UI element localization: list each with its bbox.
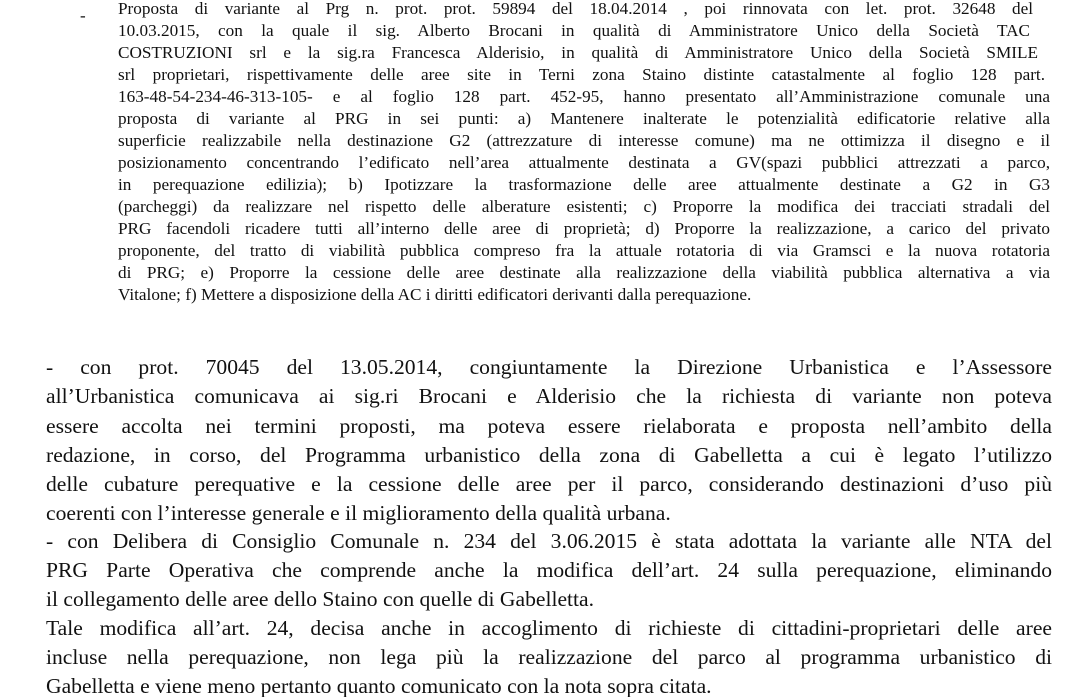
- paragraph-line: essere accolta nei termini proposti, ma poteva essere rielaborata e proposta nell’ambito della: [46, 414, 1052, 438]
- paragraph-line: di PRG; e) Proporre la cessione delle aree destinate alla realizzazione della viabilità pubblica alternativa a via: [118, 263, 1050, 282]
- paragraph-line: delle cubature perequative e la cessione delle aree per il parco, considerando destinazioni d’uso più: [46, 472, 1052, 496]
- paragraph-line: 163-48-54-234-46-313-105- e al foglio 128 part. 452-95, hanno presentato all’Amministrazione comunale una: [118, 87, 1050, 106]
- paragraph-line: 10.03.2015, con la quale il sig. Alberto Brocani in qualità di Amministratore Unico della Società TAC: [118, 21, 1030, 40]
- paragraph-line: (parcheggi) da realizzare nel rispetto delle alberature esistenti; c) Proporre la modifica dei tracciati stradali del: [118, 197, 1050, 216]
- paragraph-line: COSTRUZIONI srl e la sig.ra Francesca Alderisio, in qualità di Amministratore Unico della Società SMILE: [118, 43, 1038, 62]
- paragraph-line: posizionamento concentrando l’edificato nell’area attualmente destinata a GV(spazi pubblici attrezzati a parco,: [118, 153, 1050, 172]
- paragraph-line: incluse nella perequazione, non lega più la realizzazione del parco al programma urbanistico di: [46, 645, 1052, 669]
- paragraph-line: proponente, del tratto di viabilità pubblica compreso fra la attuale rotatoria di via Gramsci e la nuova rotatoria: [118, 241, 1050, 260]
- paragraph-line: redazione, in corso, del Programma urbanistico della zona di Gabelletta a cui è legato l’utilizzo: [46, 443, 1052, 467]
- paragraph-line: srl proprietari, rispettivamente delle aree site in Terni zona Staino distinte catastalmente al foglio 128 part.: [118, 65, 1045, 84]
- paragraph-line: in perequazione edilizia); b) Ipotizzare la trasformazione delle aree attualmente destinate a G2 in G3: [118, 175, 1050, 194]
- list-bullet: -: [80, 6, 86, 25]
- paragraph-line: PRG facendoli ricadere tutti all’interno delle aree di proprietà; d) Proporre la realizzazione, a carico del privato: [118, 219, 1050, 238]
- paragraph-line: PRG Parte Operativa che comprende anche la modifica dell’art. 24 sulla perequazione, eliminando: [46, 558, 1052, 582]
- paragraph-line: Proposta di variante al Prg n. prot. prot. 59894 del 18.04.2014 , poi rinnovata con let. prot. 32648 del: [118, 0, 1033, 18]
- paragraph-line: all’Urbanistica comunicava ai sig.ri Brocani e Alderisio che la richiesta di variante non poteva: [46, 384, 1052, 408]
- paragraph-line: - con Delibera di Consiglio Comunale n. 234 del 3.06.2015 è stata adottata la variante alle NTA del: [46, 529, 1052, 553]
- paragraph-line: coerenti con l’interesse generale e il miglioramento della qualità urbana.: [46, 501, 671, 525]
- paragraph-line: Tale modifica all’art. 24, decisa anche in accoglimento di richieste di cittadini-proprietari delle aree: [46, 616, 1052, 640]
- paragraph-line: il collegamento delle aree dello Staino con quelle di Gabelletta.: [46, 587, 595, 611]
- paragraph-line: superficie realizzabile nella destinazione G2 (attrezzature di interesse comune) ma ne ottimizza il disegno e il: [118, 131, 1050, 150]
- paragraph-line: Gabelletta e viene meno pertanto quanto comunicato con la nota sopra citata.: [46, 674, 712, 697]
- paragraph-line: Vitalone; f) Mettere a disposizione della AC i diritti edificatori derivanti dalla perequazione.: [118, 285, 752, 304]
- paragraph-line: - con prot. 70045 del 13.05.2014, congiuntamente la Direzione Urbanistica e l’Assessore: [46, 355, 1052, 379]
- paragraph-line: proposta di variante al PRG in sei punti: a) Mantenere inalterate le potenzialità edificatorie relative alla: [118, 109, 1050, 128]
